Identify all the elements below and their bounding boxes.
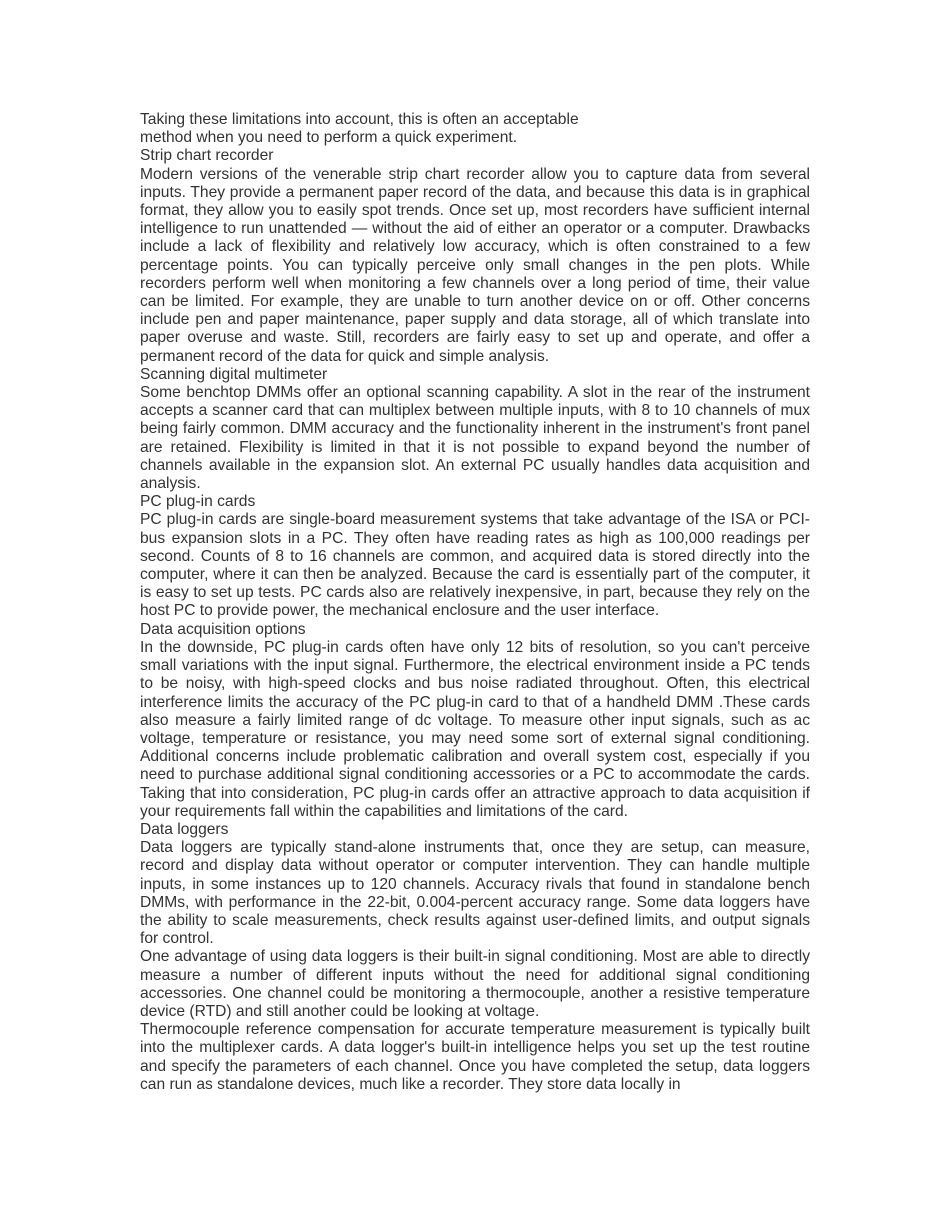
intro-line-2: method when you need to perform a quick experiment. xyxy=(140,129,518,147)
paragraph-data-acquisition-options: In the downside, PC plug-in cards often have only 12 bits of resolution, so you can't perceive small variations with the input signal. Furthermore, the electrical environment inside a PC tends to be noisy, with high-speed clocks and bus noise radiated throughout. Often, this electrical interference limits the accuracy of the PC plug-in card to that of a handheld DMM .These cards also measure a fairly limited range of dc voltage. To measure other input signals, such as ac voltage, temperature or resistance, you may need some sort of external signal conditioning. Additional concerns include problematic calibration and overall system cost, especially if you need to purchase additional signal conditioning accessories or a PC to accommodate the cards. Taking that into consideration, PC plug-in cards offer an attractive approach to data acquisition if your requirements fall within the capabilities and limitations of the card. xyxy=(140,638,810,820)
heading-data-acquisition-options: Data acquisition options xyxy=(140,620,306,638)
document-page xyxy=(140,111,810,1094)
heading-data-loggers: Data loggers xyxy=(140,820,229,838)
heading-strip-chart-recorder: Strip chart recorder xyxy=(140,147,274,165)
heading-scanning-digital-multimeter: Scanning digital multimeter xyxy=(140,365,328,383)
paragraph-data-loggers-1: Data loggers are typically stand-alone instruments that, once they are setup, can measure, record and display data without operator or computer intervention. They can handle multiple inputs, in some instances up to 120 channels. Accuracy rivals that found in standalone bench DMMs, with performance in the 22-bit, 0.004-percent accuracy range. Some data loggers have the ability to scale measurements, check results against user-defined limits, and output signals for control. xyxy=(140,839,810,948)
intro-line-1: Taking these limitations into account, this is often an acceptable xyxy=(140,111,579,128)
paragraph-scanning-digital-multimeter: Some benchtop DMMs offer an optional scanning capability. A slot in the rear of the instrument accepts a scanner card that can multiplex between multiple inputs, with 8 to 10 channels of mux being fairly common. DMM accuracy and the functionality inherent in the instrument's front panel are retained. Flexibility is limited in that it is not possible to expand beyond the number of channels available in the expansion slot. An external PC usually handles data acquisition and analysis. xyxy=(140,384,810,493)
paragraph-data-loggers-3: Thermocouple reference compensation for accurate temperature measurement is typically built into the multiplexer cards. A data logger's built-in intelligence helps you set up the test routine and specify the parameters of each channel. Once you have completed the setup, data loggers can run as standalone devices, much like a recorder. They store data locally in xyxy=(140,1021,810,1093)
heading-pc-plug-in-cards: PC plug-in cards xyxy=(140,493,256,511)
paragraph-strip-chart-recorder: Modern versions of the venerable strip chart recorder allow you to capture data from several inputs. They provide a permanent paper record of the data, and because this data is in graphical format, they allow you to easily spot trends. Once set up, most recorders have sufficient internal intelligence to run unattended — without the aid of either an operator or a computer. Drawbacks include a lack of flexibility and relatively low accuracy, which is often constrained to a few percentage points. You can typically perceive only small changes in the pen plots. While recorders perform well when monitoring a few channels over a long period of time, their value can be limited. For example, they are unable to turn another device on or off. Other concerns include pen and paper maintenance, paper supply and data storage, all of which translate into paper overuse and waste. Still, recorders are fairly easy to set up and operate, and offer a permanent record of the data for quick and simple analysis. xyxy=(140,165,810,365)
paragraph-pc-plug-in-cards: PC plug-in cards are single-board measurement systems that take advantage of the ISA or PCI-bus expansion slots in a PC. They often have reading rates as high as 100,000 readings per second. Counts of 8 to 16 channels are common, and acquired data is stored directly into the computer, where it can then be analyzed. Because the card is essentially part of the computer, it is easy to set up tests. PC cards also are relatively inexpensive, in part, because they rely on the host PC to provide power, the mechanical enclosure and the user interface. xyxy=(140,511,810,620)
paragraph-data-loggers-2: One advantage of using data loggers is their built-in signal conditioning. Most are able to directly measure a number of different inputs without the need for additional signal conditioning accessories. One channel could be monitoring a thermocouple, another a resistive temperature device (RTD) and still another could be looking at voltage. xyxy=(140,948,810,1020)
